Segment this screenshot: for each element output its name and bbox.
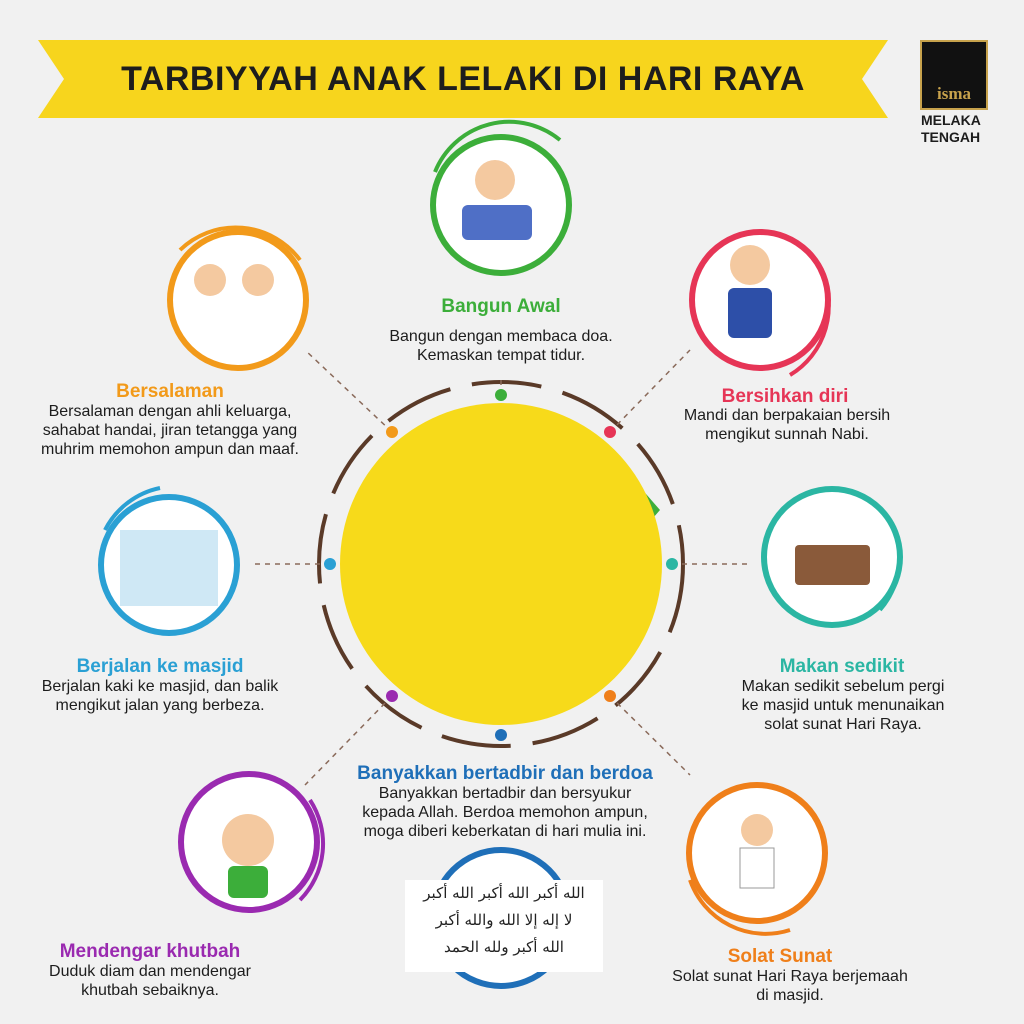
praying-people-icon	[741, 814, 773, 846]
dining-table-icon	[795, 545, 870, 585]
boy-clean-icon	[730, 245, 770, 285]
title-banner	[38, 40, 888, 118]
ring-bersalaman	[170, 232, 306, 368]
step-desc-bersalaman: Bersalaman dengan ahli keluarga, sahabat handai, jiran tetangga yang muhrim memohon ampun dan maaf.	[41, 403, 299, 458]
logo-brand: isma	[937, 84, 971, 103]
step-title-bertadbir: Banyakkan bertadbir dan berdoa	[357, 763, 653, 784]
step-desc-bangun: Bangun dengan membaca doa. Kemaskan tempat tidur.	[389, 328, 613, 364]
step-desc-solat: Solat sunat Hari Raya berjemaah di masjid.	[672, 968, 908, 1004]
logo-line1: MELAKA	[921, 112, 981, 128]
takbir-line-2: لا إله إلا الله والله أكبر	[435, 911, 573, 929]
walking-mosque-icon	[120, 530, 218, 606]
step-title-bangun: Bangun Awal	[441, 296, 561, 317]
step-desc-masjid: Berjalan kaki ke masjid, dan balik mengikut jalan yang berbeza.	[41, 678, 279, 714]
step-desc-khutbah: Duduk diam dan mendengar khutbah sebaiknya.	[49, 963, 251, 999]
takbir-box	[405, 880, 603, 972]
step-desc-bertadbir: Banyakkan bertadbir dan bersyukur kepada Allah. Berdoa memohon ampun, moga diberi keberkatan di hari mulia ini.	[362, 785, 648, 840]
takbir-line-1: الله أكبر الله أكبر الله أكبر	[423, 884, 585, 902]
step-title-bersihkan: Bersihkan diri	[721, 386, 849, 407]
step-title-bersalaman: Bersalaman	[116, 381, 224, 402]
step-desc-makan: Makan sedikit sebelum pergi ke masjid untuk menunaikan solat sunat Hari Raya.	[741, 678, 945, 733]
step-title-khutbah: Mendengar khutbah	[59, 941, 241, 962]
handshake-icon	[194, 264, 226, 296]
step-desc-bersihkan: Mandi dan berpakaian bersih mengikut sunnah Nabi.	[683, 407, 891, 443]
step-title-masjid: Berjalan ke masjid	[76, 656, 244, 677]
boy-waking-icon	[475, 160, 515, 200]
logo-location	[921, 112, 1001, 146]
logo-line2: TENGAH	[921, 129, 981, 145]
center-emblem	[340, 403, 662, 725]
step-title-solat: Solat Sunat	[727, 946, 833, 967]
takbir-line-3: الله أكبر ولله الحمد	[444, 938, 564, 956]
isma-logo	[920, 40, 988, 110]
boy-listening-icon	[222, 814, 274, 866]
page-title: TARBIYYAH ANAK LELAKI DI HARI RAYA	[121, 60, 805, 98]
step-title-makan: Makan sedikit	[779, 656, 905, 677]
